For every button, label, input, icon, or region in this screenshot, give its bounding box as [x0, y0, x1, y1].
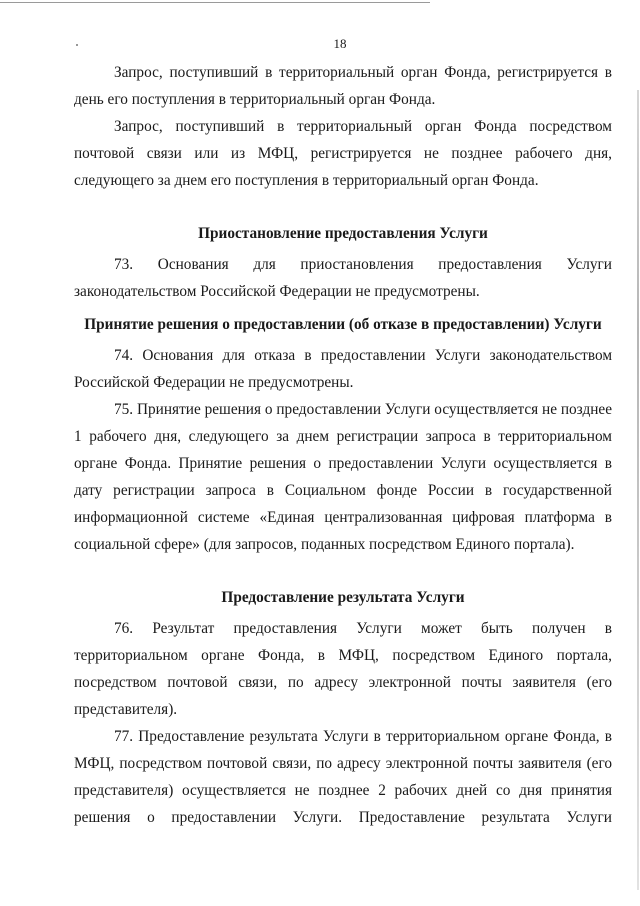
paragraph-76: 76. Результат предоставления Услуги может быть получен в территориальном органе Фонда, в МФЦ, посредством Единого портала, посредством почтовой связи, по адресу электронной почты заявителя (его представителя). [74, 620, 612, 718]
paragraph-77: 77. Предоставление результата Услуги в территориальном органе Фонда, в МФЦ, посредством почтовой связи, по адресу электронной почты заявителя (его представителя) осуществляется не позднее 2 рабочих дней со дня принятия решения о предоставлении Услуги. Предоставление результата Услуги [74, 728, 612, 826]
heading-suspension: Приостановление предоставления Услуги [198, 225, 488, 242]
page-number: 18 [333, 36, 347, 51]
scan-edge-top [0, 2, 430, 3]
document-body [74, 59, 612, 831]
paragraph-73: 73. Основания для приостановления предоставления Услуги законодательством Российской Федерации не предусмотрены. [74, 256, 612, 300]
scan-edge-right [637, 90, 639, 890]
section-spacer [74, 558, 612, 584]
paragraph-74: 74. Основания для отказа в предоставлении Услуги законодательством Российской Федерации не предусмотрены. [74, 347, 612, 391]
heading-result: Предоставление результата Услуги [221, 589, 465, 606]
heading-decision: Принятие решения о предоставлении (об отказе в предоставлении) Услуги [84, 316, 602, 333]
section-spacer [74, 194, 612, 220]
paragraph-registration: Запрос, поступивший в территориальный орган Фонда, регистрируется в день его поступления в территориальный орган Фонда. [74, 64, 612, 108]
paragraph-registration-postal: Запрос, поступивший в территориальный орган Фонда посредством почтовой связи или из МФЦ, регистрируется не позднее рабочего дня, следующего за днем его поступления в территориальный орган Фонда. [74, 118, 612, 189]
paragraph-75: 75. Принятие решения о предоставлении Услуги осуществляется не позднее 1 рабочего дня, следующего за днем регистрации запроса в территориальном органе Фонда. Принятие решения о предоставлении Услуги осуществляется в дату регистрации запроса в Социальном фонде России в государственной информационной системе «Единая централизованная цифровая платформа в социальной сфере» (для запросов, поданных посредством Единого портала). [74, 401, 612, 553]
